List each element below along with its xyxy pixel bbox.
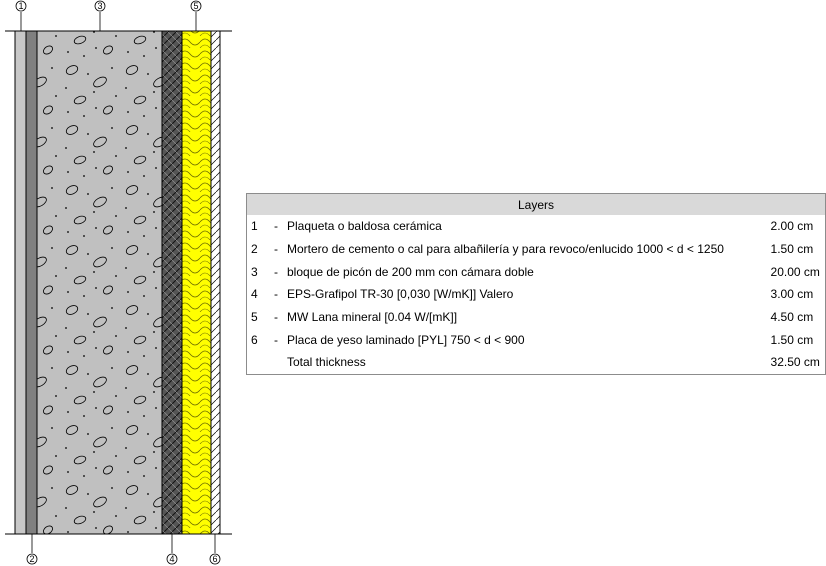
callout-bottom-6 bbox=[210, 534, 220, 564]
svg-text:5: 5 bbox=[193, 1, 199, 11]
layer-description: MW Lana mineral [0.04 W/[mK]] bbox=[287, 310, 458, 325]
svg-text:1: 1 bbox=[18, 1, 24, 11]
layer-block bbox=[37, 31, 162, 534]
layer-dash: - bbox=[274, 332, 278, 347]
layer-number: 2 bbox=[251, 242, 258, 257]
layer-description: Mortero de cemento o cal para albañilería y para revoco/enlucido 1000 < d < 1250 bbox=[287, 242, 724, 257]
layer-thickness: 1.50 cm bbox=[770, 242, 814, 257]
layer-thickness: 3.00 cm bbox=[770, 287, 814, 302]
layer-dash: - bbox=[274, 310, 278, 325]
layer-dash: - bbox=[274, 264, 278, 279]
layer-plasterboard bbox=[211, 31, 220, 534]
callout-bottom-2 bbox=[27, 534, 37, 564]
table-row bbox=[247, 283, 826, 306]
layer-number: 4 bbox=[251, 287, 258, 302]
layer-description: Placa de yeso laminado [PYL] 750 < d < 900 bbox=[287, 332, 525, 347]
table-row bbox=[247, 215, 826, 238]
layer-number: 3 bbox=[251, 264, 258, 279]
layer-number: 6 bbox=[251, 332, 258, 347]
layer-number: 1 bbox=[251, 219, 258, 234]
callout-top-3 bbox=[95, 1, 105, 31]
layer-thickness: 1.50 cm bbox=[770, 332, 814, 347]
layer-dash: - bbox=[274, 287, 278, 302]
layer-thickness: 4.50 cm bbox=[770, 310, 814, 325]
layer-eps bbox=[162, 31, 182, 534]
layer-description: bloque de picón de 200 mm con cámara doble bbox=[287, 264, 534, 279]
layer-dash: - bbox=[274, 219, 278, 234]
svg-text:3: 3 bbox=[97, 1, 103, 11]
layer-description: EPS-Grafipol TR-30 [0,030 [W/mK]] Valero bbox=[287, 287, 514, 302]
table-row bbox=[247, 238, 826, 261]
layer-mortar bbox=[26, 31, 37, 534]
callout-bottom-4 bbox=[167, 534, 177, 564]
layer-tile bbox=[15, 31, 26, 534]
layers-table bbox=[246, 193, 826, 375]
layer-thickness: 20.00 cm bbox=[770, 264, 820, 279]
total-thickness: 32.50 cm bbox=[770, 355, 820, 370]
layer-mineral-wool bbox=[182, 31, 211, 534]
svg-text:2: 2 bbox=[29, 554, 35, 564]
total-label: Total thickness bbox=[287, 355, 366, 370]
table-row bbox=[247, 306, 826, 329]
svg-text:6: 6 bbox=[212, 554, 218, 564]
layer-number: 5 bbox=[251, 310, 258, 325]
layers-table-title: Layers bbox=[247, 194, 826, 216]
wall-section-diagram bbox=[0, 0, 240, 566]
callout-top-5 bbox=[191, 1, 201, 31]
layer-description: Plaqueta o baldosa cerámica bbox=[287, 219, 442, 234]
layer-dash: - bbox=[274, 242, 278, 257]
table-row bbox=[247, 328, 826, 351]
table-row bbox=[247, 260, 826, 283]
total-row bbox=[247, 351, 826, 374]
layer-thickness: 2.00 cm bbox=[770, 219, 814, 234]
svg-text:4: 4 bbox=[169, 554, 175, 564]
callout-top-1 bbox=[16, 1, 26, 31]
